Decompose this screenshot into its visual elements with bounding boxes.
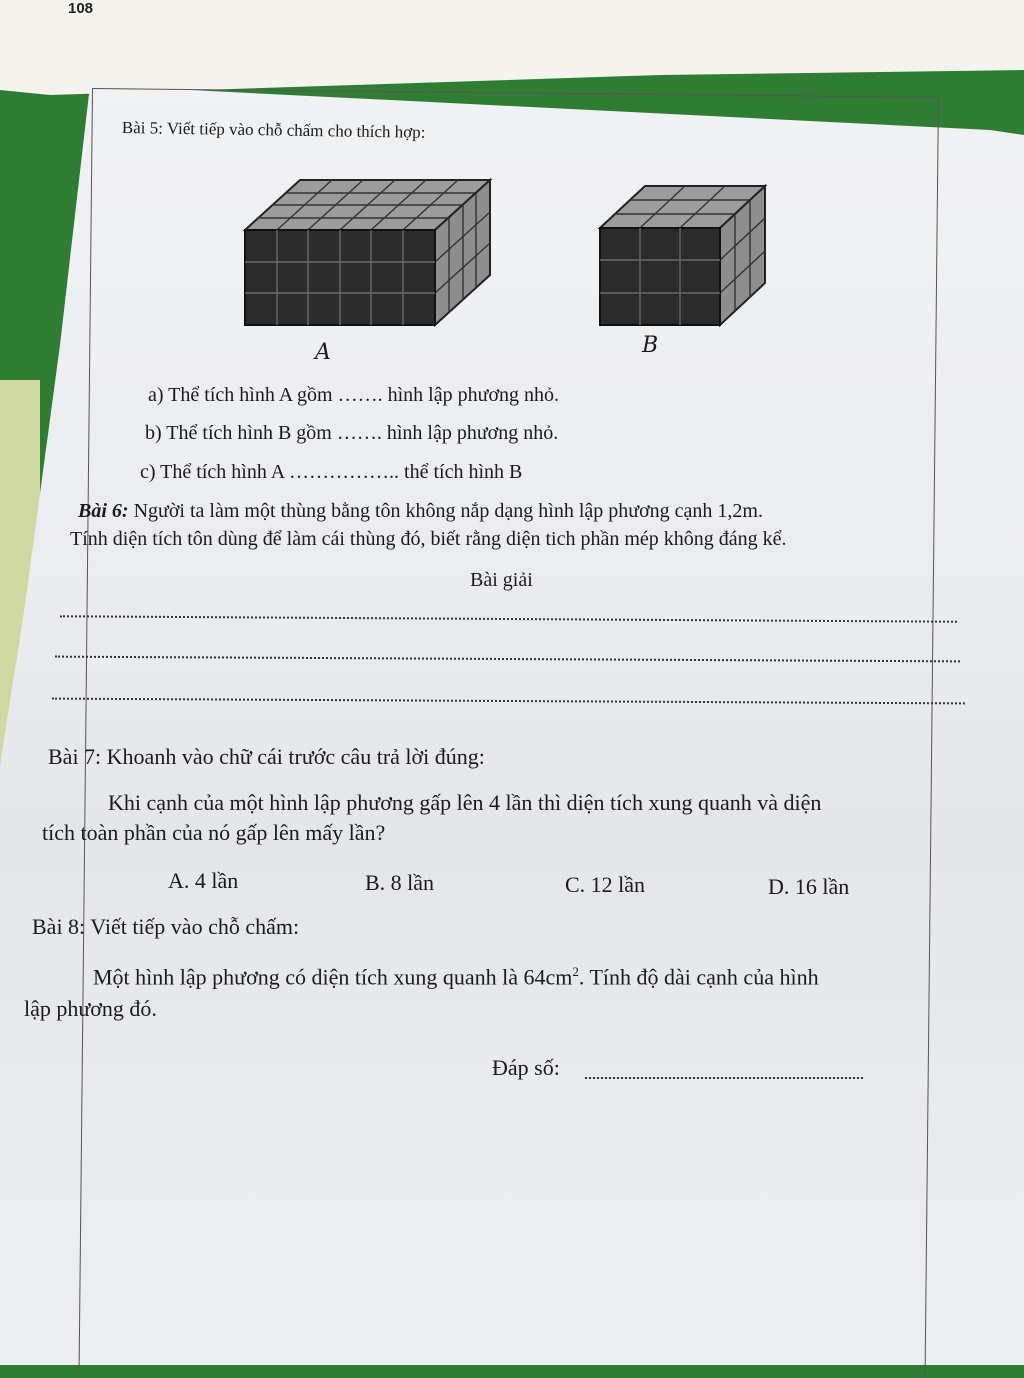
page-number: 108	[68, 0, 94, 17]
bai7-line1: Khi cạnh của một hình lập phương gấp lên 4 lần thì diện tích xung quanh và diện	[108, 790, 822, 815]
bai5-title: Bài 5: Viết tiếp vào chỗ chấm cho thích hợp:	[121, 118, 426, 142]
bai8-text-pre: Một hình lập phương có diện tích xung quanh là 64cm	[93, 964, 573, 990]
bai8-text-post: . Tính độ dài cạnh của hình	[578, 964, 819, 990]
bai5-item-b: b) Thể tích hình B gồm ……. hình lập phương nhỏ.	[145, 422, 559, 444]
bai7-option-d[interactable]: D. 16 lần	[768, 874, 850, 899]
bai7-title: Bài 7: Khoanh vào chữ cái trước câu trả lời đúng:	[48, 744, 485, 769]
figure-b-cube	[595, 183, 775, 331]
bai6-solution-title: Bài giải	[470, 569, 533, 591]
bai5-item-c: c) Thể tích hình A …………….. thể tích hình B	[140, 461, 523, 483]
bai8-title: Bài 8: Viết tiếp vào chỗ chấm:	[32, 914, 300, 939]
bai7-line2: tích toàn phần của nó gấp lên mấy lần?	[42, 820, 386, 845]
bai7-option-b[interactable]: B. 8 lần	[365, 870, 435, 895]
figure-a-label: A	[315, 340, 331, 365]
background-sheet	[0, 0, 1024, 95]
bai7-option-a[interactable]: A. 4 lần	[168, 868, 239, 893]
bai6-text-1: Người ta làm một thùng bằng tôn không nắp dạng hình lập phương cạnh 1,2m.	[133, 500, 763, 522]
bai6-label: Bài 6:	[78, 500, 129, 522]
bai8-answer-line[interactable]	[585, 1077, 863, 1079]
figure-b-label: B	[642, 333, 659, 358]
bai8-superscript: 2	[572, 964, 579, 979]
page-frame	[79, 88, 939, 1378]
bai8-line2: lập phương đó.	[24, 996, 157, 1021]
bai8-line1	[93, 964, 819, 990]
bai5-item-a: a) Thể tích hình A gồm ……. hình lập phương nhỏ.	[148, 384, 560, 406]
figure-a-cuboid	[240, 175, 500, 330]
bai6-line2: Tính diện tích tôn dùng để làm cái thùng đó, biết rằng diện tich phần mép không đáng kể.	[70, 528, 787, 550]
bai6-line1	[78, 500, 763, 523]
bai8-answer-label: Đáp số:	[492, 1055, 560, 1080]
bai7-option-c[interactable]: C. 12 lần	[565, 872, 646, 897]
